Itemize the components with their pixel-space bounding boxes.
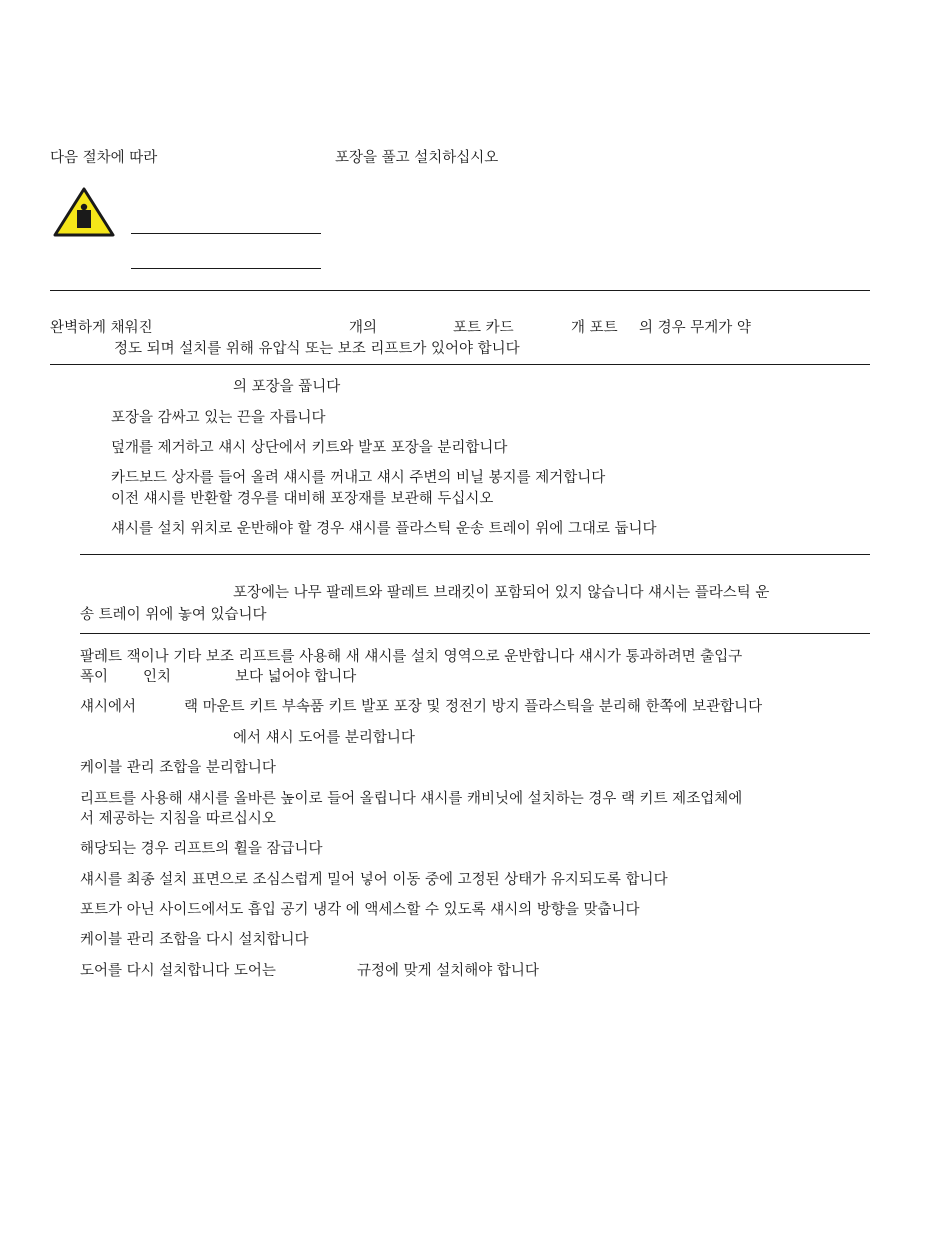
install-step-1-unit: 인치 bbox=[143, 669, 172, 685]
intro-text-right: 포장을 풀고 설치하십시오 bbox=[335, 150, 499, 166]
install-step-7: 섀시를 최종 설치 표면으로 조심스럽게 밀어 넣어 이동 중에 고정된 상태가 유지되도록 합니다 bbox=[80, 872, 668, 888]
install-step-1-line2: 보다 넓어야 합니다 bbox=[235, 669, 357, 685]
note-weight-part4: 개 포트 bbox=[571, 320, 618, 336]
install-step-6: 해당되는 경우 리프트의 휠을 잠급니다 bbox=[80, 841, 323, 857]
install-step-4: 케이블 관리 조합을 분리합니다 bbox=[80, 760, 276, 776]
note-weight-line2: 정도 되며 설치를 위해 유압식 또는 보조 리프트가 있어야 합니다 bbox=[114, 341, 520, 357]
unpack-step-3-note: 이전 섀시를 반환할 경우를 대비해 포장재를 보관해 두십시오 bbox=[111, 491, 494, 507]
install-step-5-line2: 서 제공하는 지침을 따르십시오 bbox=[80, 811, 276, 827]
note-pallet-line1: 포장에는 나무 팔레트와 팔레트 브래킷이 포함되어 있지 않습니다 섀시는 플라스틱 운 bbox=[233, 585, 770, 601]
note-pallet-line2: 송 트레이 위에 놓여 있습니다 bbox=[80, 607, 267, 623]
unpack-step-3: 카드보드 상자를 들어 올려 섀시를 꺼내고 섀시 주변의 비닐 봉지를 제거합니다 bbox=[111, 470, 606, 486]
divider-rule-3 bbox=[80, 554, 870, 555]
unpack-step-4: 섀시를 설치 위치로 운반해야 할 경우 섀시를 플라스틱 운송 트레이 위에 그대로 둡니다 bbox=[111, 521, 657, 537]
note-weight-part2: 개의 bbox=[349, 320, 378, 336]
install-step-1-width-label: 폭이 bbox=[80, 669, 109, 685]
install-step-2-b: 랙 마운트 키트 부속품 키트 발포 포장 및 정전기 방지 플라스틱을 분리해 한쪽에 보관합니다 bbox=[184, 699, 763, 715]
heavy-weight-warning-icon bbox=[52, 186, 116, 238]
unpack-step-2: 덮개를 제거하고 섀시 상단에서 키트와 발포 포장을 분리합니다 bbox=[111, 440, 508, 456]
blank-line-2 bbox=[131, 268, 321, 269]
divider-rule-2 bbox=[50, 364, 870, 365]
install-step-10-b: 규정에 맞게 설치해야 합니다 bbox=[357, 963, 539, 979]
unpack-step-1: 포장을 감싸고 있는 끈을 자릅니다 bbox=[111, 410, 326, 426]
blank-line-1 bbox=[131, 233, 321, 234]
install-step-10-a: 도어를 다시 설치합니다 도어는 bbox=[80, 963, 276, 979]
note-weight-part1: 완벽하게 채워진 bbox=[50, 320, 153, 336]
install-step-1-line1: 팔레트 잭이나 기타 보조 리프트를 사용해 새 섀시를 설치 영역으로 운반합니다 섀시가 통과하려면 출입구 bbox=[80, 649, 743, 665]
divider-rule-4 bbox=[80, 633, 870, 634]
install-step-2-a: 섀시에서 bbox=[80, 699, 137, 715]
install-step-5-line1: 리프트를 사용해 섀시를 올바른 높이로 들어 올립니다 섀시를 캐비닛에 설치하는 경우 랙 키트 제조업체에 bbox=[80, 791, 743, 807]
install-step-3: 에서 섀시 도어를 분리합니다 bbox=[233, 730, 415, 746]
unpack-heading: 의 포장을 풉니다 bbox=[233, 379, 341, 395]
note-weight-part5: 의 경우 무게가 약 bbox=[639, 320, 751, 336]
install-step-8: 포트가 아닌 사이드에서도 흡입 공기 냉각 에 액세스할 수 있도록 섀시의 방향을 맞춥니다 bbox=[80, 902, 640, 918]
intro-text-left: 다음 절차에 따라 bbox=[50, 150, 158, 166]
divider-rule-1 bbox=[50, 290, 870, 291]
note-weight-part3: 포트 카드 bbox=[453, 320, 514, 336]
install-step-9: 케이블 관리 조합을 다시 설치합니다 bbox=[80, 932, 309, 948]
